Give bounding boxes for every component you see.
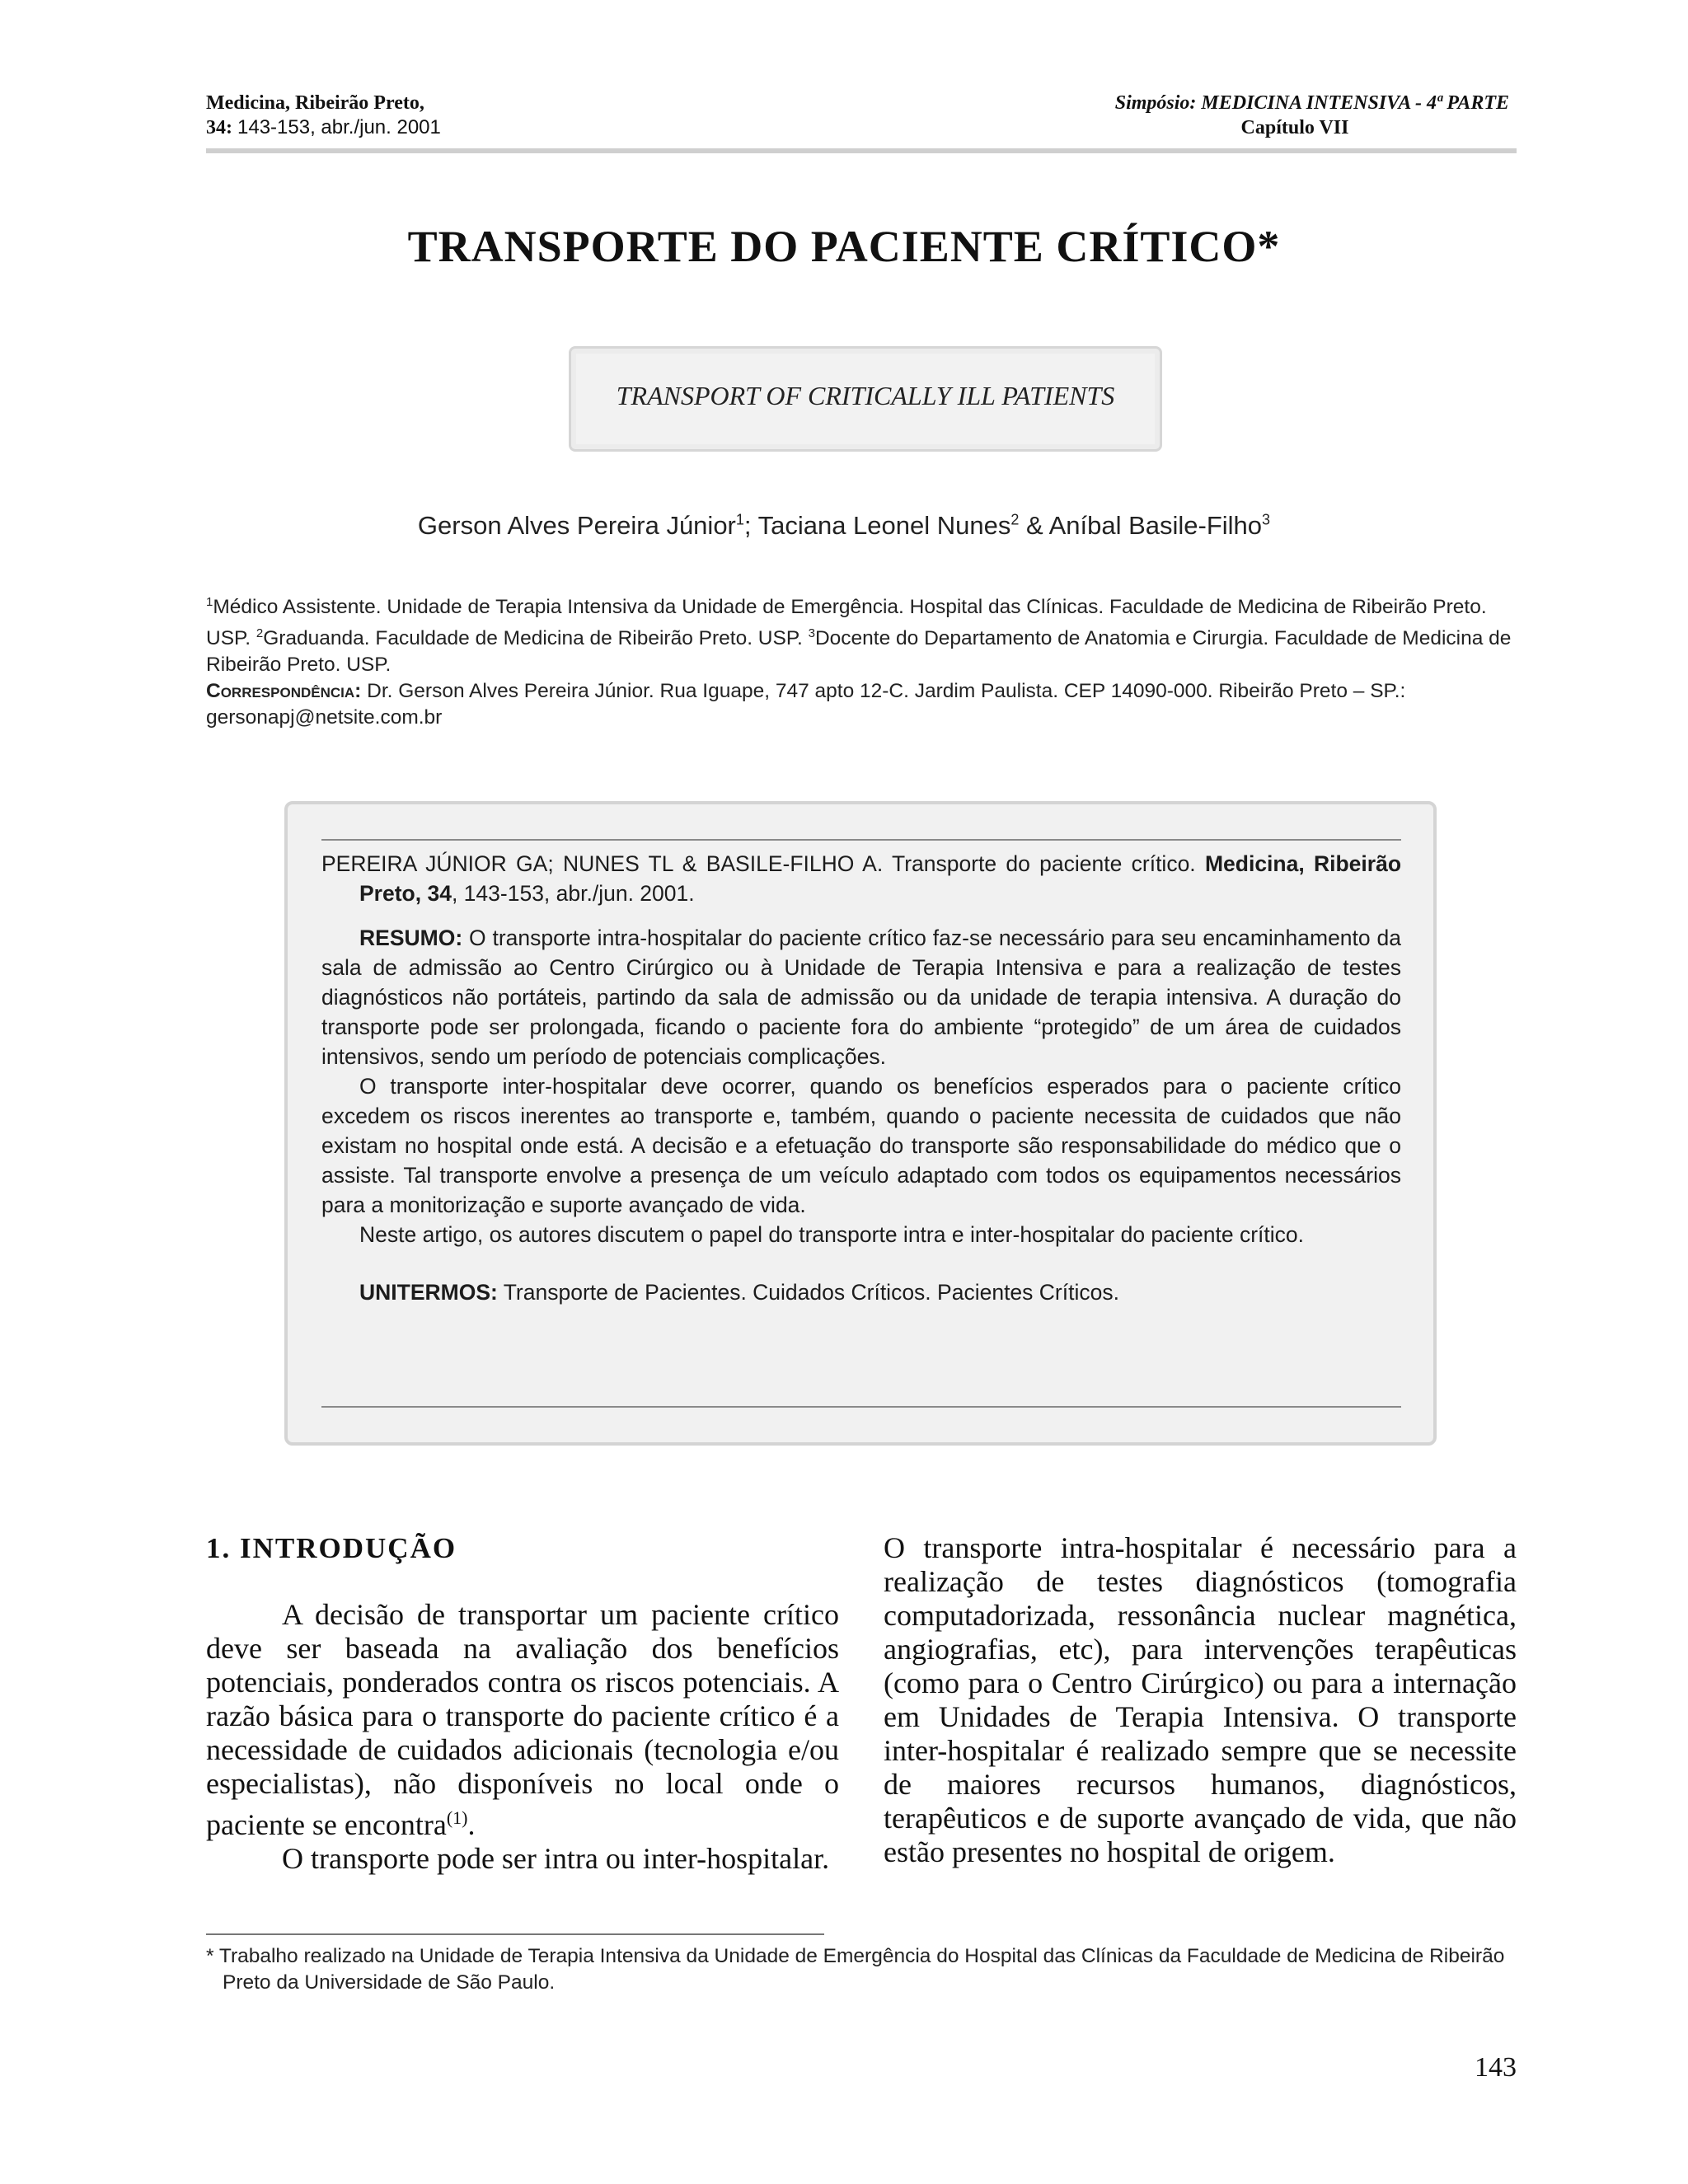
running-header-left	[206, 91, 783, 140]
english-title: TRANSPORT OF CRITICALLY ILL PATIENTS	[616, 381, 1115, 410]
symposium-title: Simpósio: MEDICINA INTENSIVA - 4ª PARTE	[1114, 92, 1509, 114]
resumo-label: RESUMO:	[359, 926, 463, 950]
abstract-paragraph-1: RESUMO: O transporte intra-hospitalar do paciente crítico faz-se necessário para seu encaminhamento da sala de admissão ao Centro Cirúrgico ou à Unidade de Terapia Intensiva e para a realização de testes diagnósticos não portáteis, partindo da sala de admissão ou da unidade de terapia intensiva. A duração do transporte pode ser prolongada, ficando o paciente fora do ambiente “protegido” de um área de cuidados intensivos, sendo um período de potenciais complicações.	[321, 926, 1401, 1069]
keywords: UNITERMOS: Transporte de Pacientes. Cuidados Críticos. Pacientes Críticos.	[359, 1280, 1119, 1305]
intro-paragraph-3: O transporte intra-hospitalar é necessário para a realização de testes diagnósticos (tomografia computadorizada, ressonância nuclear magnética, angiografias, etc), para intervenções terapêuticas (como para o Centro Cirúrgico) ou para a internação em Unidades de Terapia Intensiva. O transporte inter-hospitalar é realizado sempre que se necessite de maiores recursos humanos, diagnósticos, terapêuticos e de suporte avançado de vida, que não estão presentes no hospital de origem.	[884, 1531, 1517, 1868]
affiliations: $^1$Médico Assistente. Unidade de Terapia Intensiva da Unidade de Emergência. Hospital das Clínicas. Faculdade de Medicina de Ribeirão Preto. USP. $^2$Graduanda. Faculdade de Medicina de Ribeirão Preto. USP. $^3$Docente do Departamento de Anatomia e Cirurgia. Faculdade de Medicina de Ribeirão Preto. USP. Correspondência: Dr. Gerson Alves Pereira Júnior. Rua Iguape, 747 apto 12-C. Jardim Paulista. CEP 14090-000. Ribeirão Preto – SP.: gersonapj@netsite.com.br	[206, 589, 1517, 731]
author-list: Gerson Alves Pereira Júnior$^1$; Taciana Leonel Nunes$^2$ & Aníbal Basile-Filho$^3$	[417, 511, 1271, 540]
author-1: Gerson Alves Pereira Júnior	[417, 511, 736, 540]
page-number: 143	[1475, 2052, 1517, 2083]
citation: PEREIRA JÚNIOR GA; NUNES TL & BASILE-FILHO A. Transporte do paciente crítico. Medicina, Ribeirão Preto, 34, 143-153, abr./jun. 2001.	[321, 851, 1402, 906]
article-title: TRANSPORTE DO PACIENTE CRÍTICO*	[407, 222, 1281, 271]
intro-paragraph-2: O transporte pode ser intra ou inter-hospitalar.	[282, 1842, 830, 1875]
footnote: * Trabalho realizado na Unidade de Terapia Intensiva da Unidade de Emergência do Hospital das Clínicas da Faculdade de Medicina de Ribeirão Preto da Universidade de São Paulo.	[206, 1945, 1505, 1994]
header-rule	[206, 148, 1517, 153]
author-3: Aníbal Basile-Filho	[1048, 511, 1263, 540]
intro-paragraph-1: A decisão de transportar um paciente crítico deve ser baseada na avaliação dos benefícios potenciais, ponderados contra os riscos potenciais. A razão básica para o transporte do paciente crítico é a necessidade de cuidados adicionais (tecnologia e/ou especialistas), não disponíveis no local onde o paciente se encontra$^{(1)}$.	[206, 1598, 839, 1841]
keywords-label: UNITERMOS:	[359, 1280, 498, 1305]
pages-date: 143-153, abr./jun. 2001	[237, 116, 441, 138]
chapter-label: Capítulo VII	[1240, 117, 1349, 138]
citation-ref: (1)	[446, 1807, 468, 1828]
journal-name: Medicina, Ribeirão Preto,	[206, 92, 424, 114]
running-header-right	[850, 91, 1509, 140]
column-right	[884, 1531, 1517, 1869]
abstract-paragraph-2: O transporte inter-hospitalar deve ocorrer, quando os benefícios esperados para o paciente crítico excedem os riscos inerentes ao transporte e, também, quando o paciente necessita de cuidados que não existam no hospital onde está. A decisão e a efetuação do transporte são responsabilidade do médico que o assiste. Tal transporte envolve a presença de um veículo adaptado com todos os equipamentos necessários para a monitorização e suporte avançado de vida.	[321, 1074, 1401, 1217]
abstract-paragraph-3: Neste artigo, os autores discutem o papel do transporte intra e inter-hospitalar do paciente crítico.	[359, 1222, 1305, 1247]
abstract	[321, 849, 1401, 1307]
volume: 34:	[206, 117, 232, 138]
abstract-rule-top	[321, 839, 1401, 841]
footnote-rule	[206, 1933, 824, 1935]
column-left	[206, 1531, 839, 1876]
abstract-rule-bottom	[321, 1406, 1401, 1408]
author-2: Taciana Leonel Nunes	[757, 511, 1011, 540]
correspondence: Correspondência: Dr. Gerson Alves Pereira Júnior. Rua Iguape, 747 apto 12-C. Jardim Paulista. CEP 14090-000. Ribeirão Preto – SP.: gersonapj@netsite.com.br	[206, 680, 1406, 729]
section-heading: 1. INTRODUÇÃO	[206, 1532, 457, 1564]
correspondence-label: Correspondência:	[206, 680, 362, 703]
